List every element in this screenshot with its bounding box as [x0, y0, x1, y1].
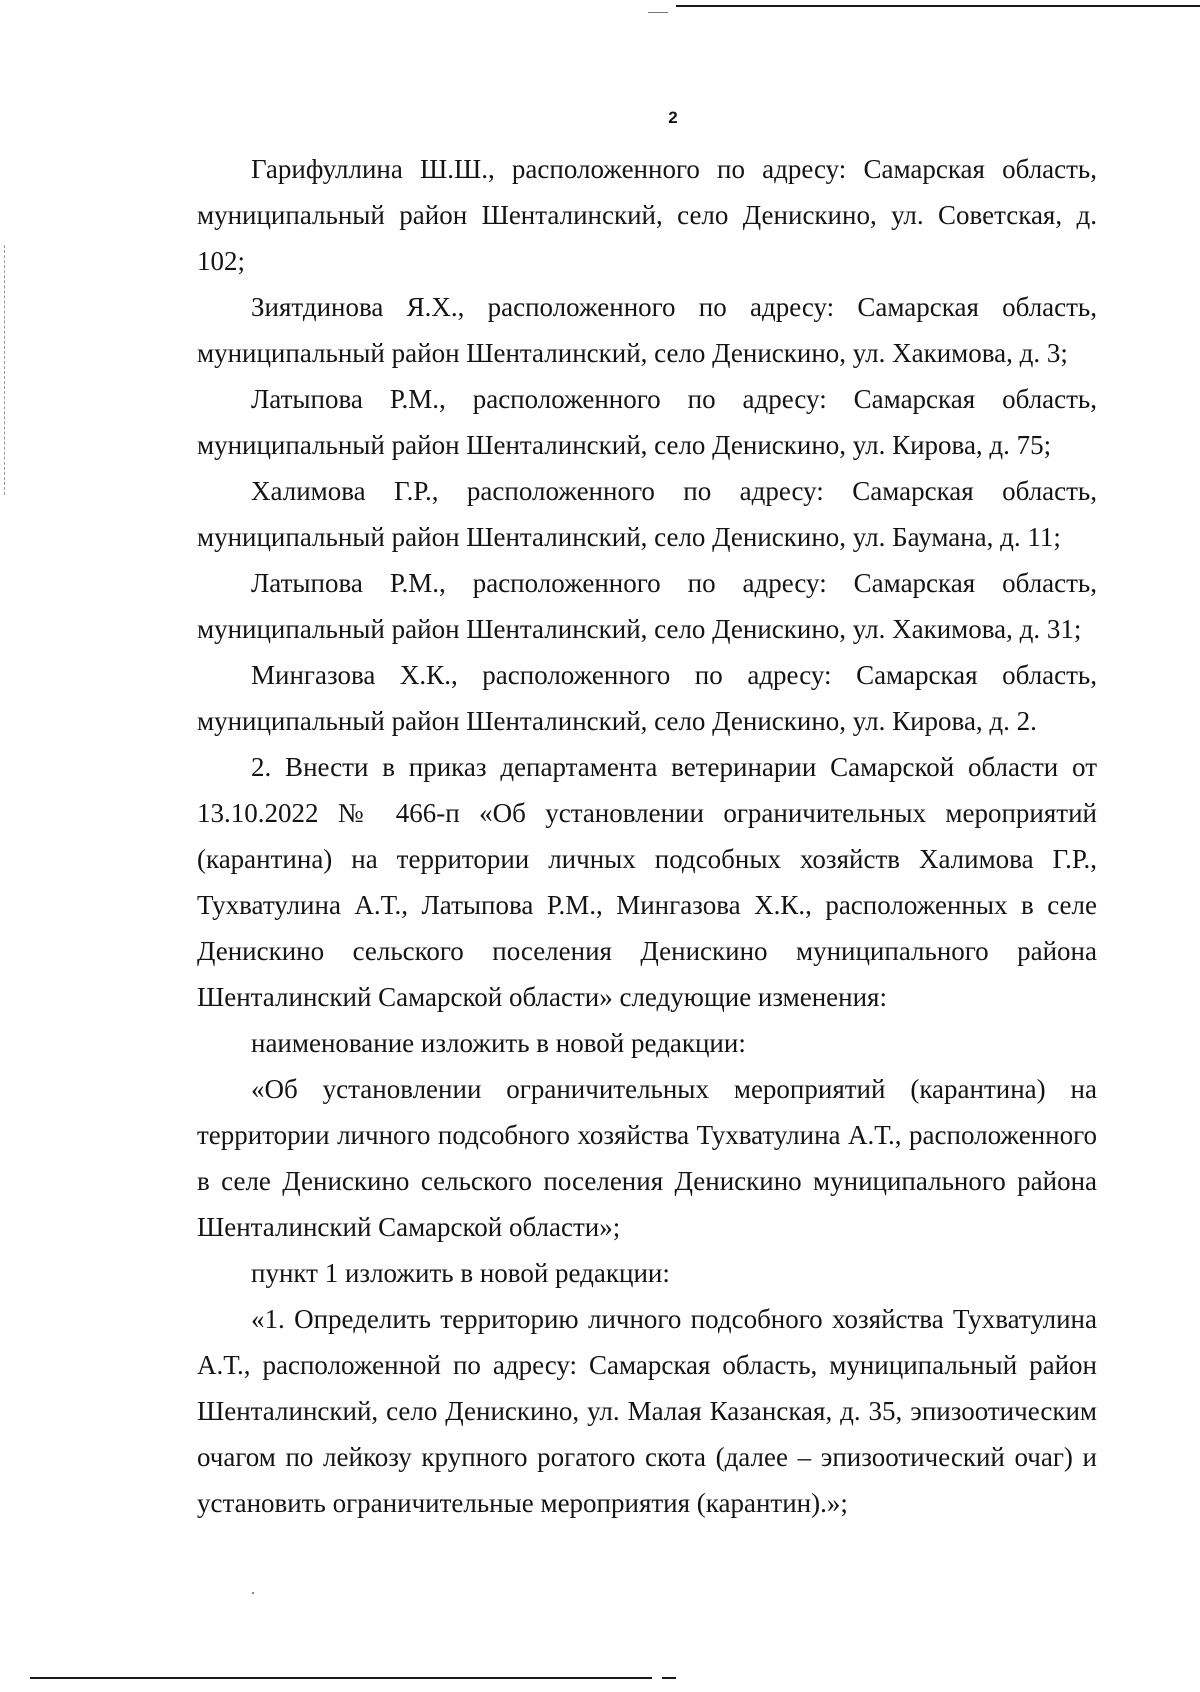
scan-bottom-rule — [30, 1677, 652, 1679]
paragraph-address-latypov-kirova: Латыпова Р.М., расположенного по адресу: Самарская область, муниципальный район Шенталинский, село Денискино, ул. Кирова, д. 75; — [197, 384, 1097, 460]
scan-bottom-dash — [662, 1677, 676, 1679]
paragraph-new-item-1: «1. Определить территорию личного подсобного хозяйства Тухватулина А.Т., расположенной по адресу: Самарская область, муниципальный район Шенталинский, село Денискино, ул. Малая Казанская, д. 35, эпизоотическим очагом по лейкозу крупного рогатого скота (далее – эпизоотический очаг) и установить ограничительные мероприятия (карантин).»; — [197, 1304, 1097, 1518]
scan-speck — [252, 1592, 254, 1594]
paragraph-new-title: «Об установлении ограничительных мероприятий (карантина) на территории личного подсобного хозяйства Тухватулина А.Т., расположенного в селе Денискино сельского поселения Денискино муниципального района Шенталинский Самарской области»; — [197, 1074, 1097, 1242]
scan-top-rule — [676, 5, 1200, 7]
paragraph-clause-2: 2. Внести в приказ департамента ветеринарии Самарской области от 13.10.2022 № 466-п «Об установлении ограничительных мероприятий (карантина) на территории личных подсобных хозяйств Халимова Г.Р., Тухватулина А.Т., Латыпова Р.М., Мингазова Х.К., расположенных в селе Денискино сельского поселения Денискино муниципального района Шенталинский Самарской области» следующие изменения: — [197, 752, 1097, 1012]
paragraph-address-garifullin: Гарифуллина Ш.Ш., расположенного по адресу: Самарская область, муниципальный район Шенталинский, село Денискино, ул. Советская, д. 102; — [197, 154, 1097, 276]
paragraph-address-latypov-khakimova: Латыпова Р.М., расположенного по адресу: Самарская область, муниципальный район Шенталинский, село Денискино, ул. Хакимова, д. 31; — [197, 568, 1097, 644]
scan-margin-marks — [4, 245, 7, 495]
paragraph-title-instruction: наименование изложить в новой редакции: — [251, 1028, 746, 1058]
document-body — [197, 146, 1097, 1526]
paragraph-address-mingazov: Мингазова Х.К., расположенного по адресу: Самарская область, муниципальный район Шенталинский, село Денискино, ул. Кирова, д. 2. — [197, 660, 1097, 736]
page-number: 2 — [668, 108, 678, 127]
paragraph-item-1-instruction: пункт 1 изложить в новой редакции: — [251, 1258, 670, 1288]
paragraph-address-khalimov: Халимова Г.Р., расположенного по адресу: Самарская область, муниципальный район Шенталинский, село Денискино, ул. Баумана, д. 11; — [197, 476, 1097, 552]
scan-top-dash — [648, 12, 668, 13]
paragraph-address-ziyatdinov: Зиятдинова Я.Х., расположенного по адресу: Самарская область, муниципальный район Шенталинский, село Денискино, ул. Хакимова, д. 3; — [197, 292, 1097, 368]
